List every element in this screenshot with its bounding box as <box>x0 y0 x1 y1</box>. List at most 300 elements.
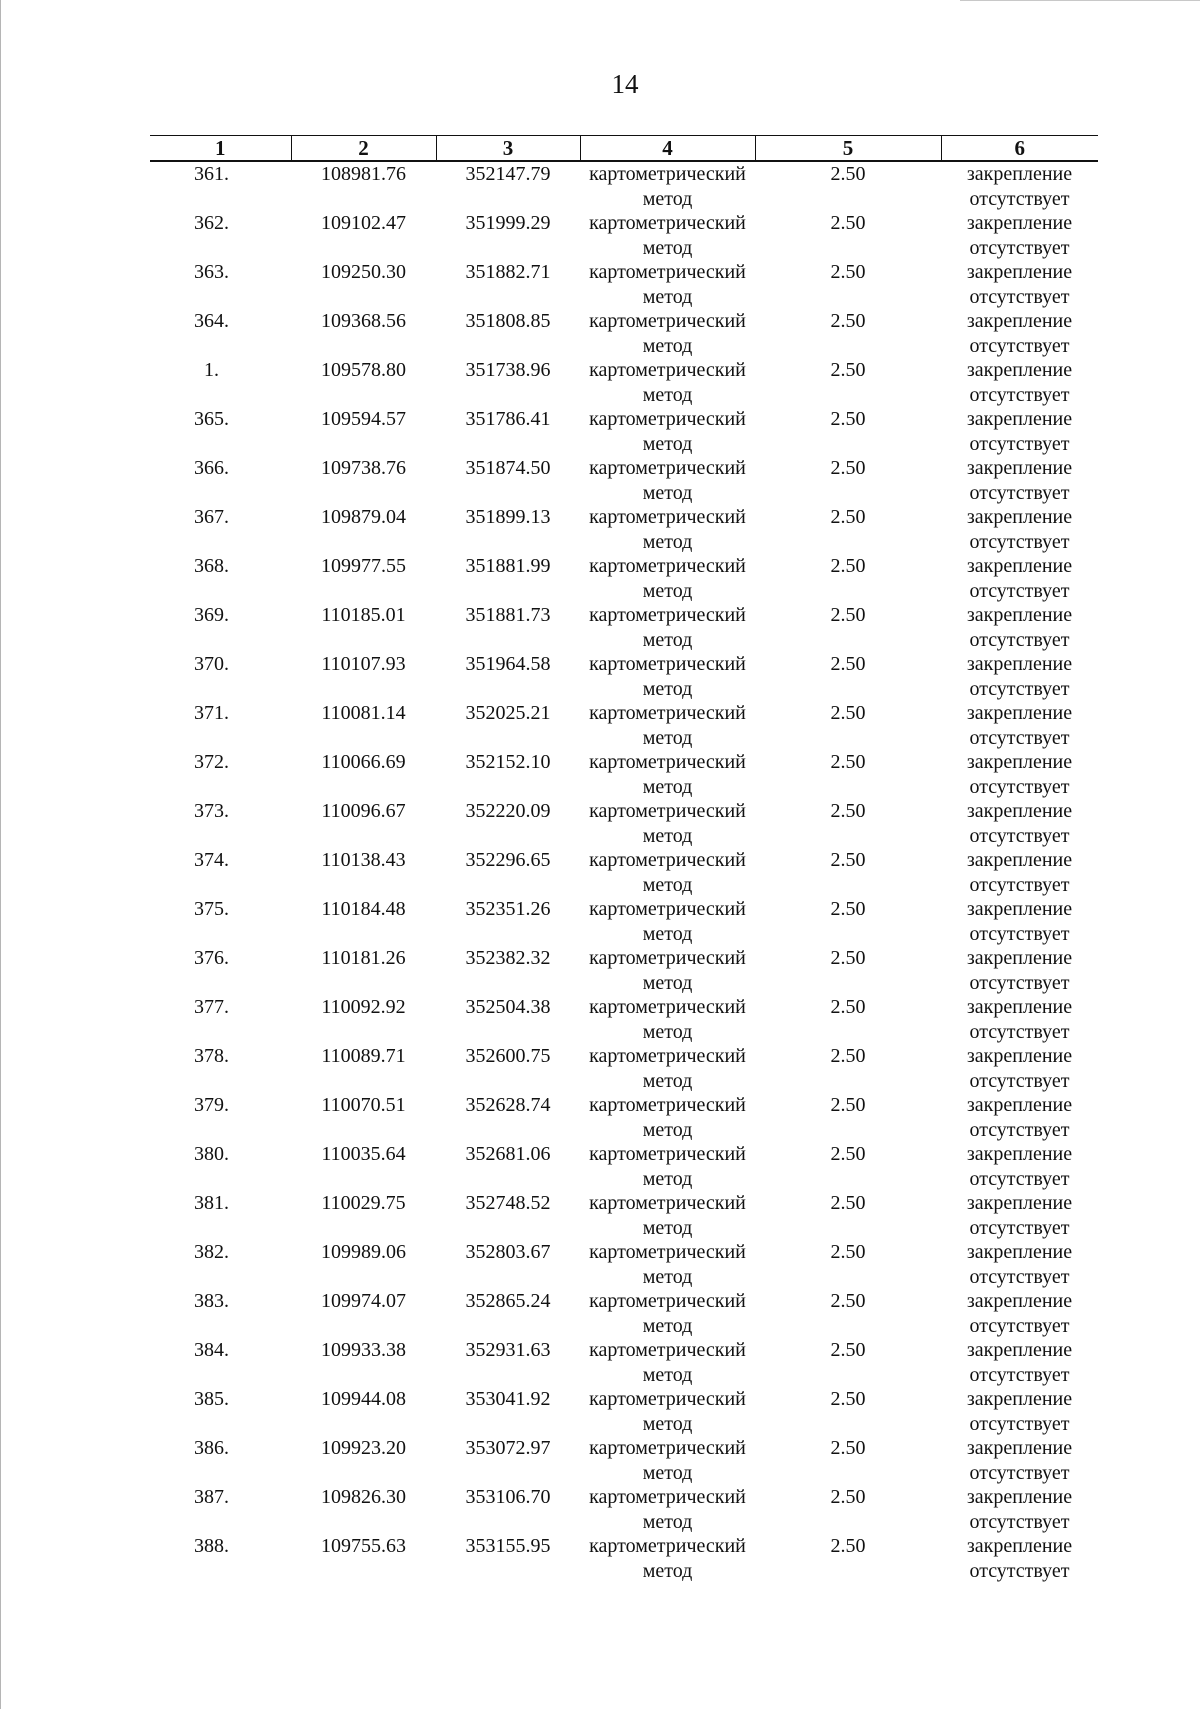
column-header-1: 1 <box>150 136 291 162</box>
coordinate-y: 351786.41 <box>465 408 551 430</box>
fixation-cell <box>941 456 1098 505</box>
coordinate-y: 353072.97 <box>465 1437 551 1459</box>
method-line-1: картометрический <box>589 947 746 969</box>
table-row <box>150 897 1098 946</box>
fixation-line-2: отсутствует <box>969 481 1070 504</box>
point-number: 363. <box>194 261 229 283</box>
method-line-1: картометрический <box>589 1241 746 1263</box>
method-line-1: картометрический <box>589 996 746 1018</box>
fixation-line-1: закрепление <box>966 1388 1073 1410</box>
coordinate-y: 352628.74 <box>465 1094 551 1116</box>
method-cell <box>580 1485 755 1534</box>
coordinate-x: 110092.92 <box>321 996 406 1018</box>
coordinate-y: 351899.13 <box>465 506 551 528</box>
method-line-1: картометрический <box>589 1535 746 1557</box>
fixation-cell <box>941 1289 1098 1338</box>
accuracy-value: 2.50 <box>830 1094 866 1116</box>
fixation-cell <box>941 1485 1098 1534</box>
column-header-3: 3 <box>436 136 580 162</box>
coordinate-y: 352025.21 <box>465 702 551 724</box>
point-number: 373. <box>194 800 229 822</box>
fixation-line-2: отсутствует <box>969 824 1070 847</box>
coordinate-x: 110089.71 <box>321 1045 406 1067</box>
fixation-line-1: закрепление <box>966 653 1073 675</box>
method-line-1: картометрический <box>589 212 746 234</box>
fixation-line-2: отсутствует <box>969 1510 1070 1533</box>
method-line-1: картометрический <box>589 163 746 185</box>
method-line-2: метод <box>642 1265 693 1288</box>
fixation-cell <box>941 1044 1098 1093</box>
method-line-1: картометрический <box>589 898 746 920</box>
coordinate-x: 110181.26 <box>321 947 406 969</box>
point-number: 368. <box>194 555 229 577</box>
accuracy-value: 2.50 <box>830 849 866 871</box>
fixation-line-1: закрепление <box>966 457 1073 479</box>
fixation-line-1: закрепление <box>966 555 1073 577</box>
fixation-line-1: закрепление <box>966 1535 1073 1557</box>
accuracy-value: 2.50 <box>830 947 866 969</box>
accuracy-value: 2.50 <box>830 1388 866 1410</box>
coordinate-x: 110107.93 <box>321 653 406 675</box>
fixation-line-2: отсутствует <box>969 383 1070 406</box>
fixation-cell <box>941 554 1098 603</box>
table-row <box>150 309 1098 358</box>
accuracy-value: 2.50 <box>830 1143 866 1165</box>
table-row <box>150 456 1098 505</box>
point-number: 1. <box>204 359 219 381</box>
accuracy-value: 2.50 <box>830 1290 866 1312</box>
coordinate-x: 109923.20 <box>321 1437 406 1459</box>
coordinate-y: 353155.95 <box>465 1535 551 1557</box>
coordinate-x: 110138.43 <box>321 849 406 871</box>
coordinate-y: 351999.29 <box>465 212 551 234</box>
table-row <box>150 848 1098 897</box>
point-number: 377. <box>194 996 229 1018</box>
accuracy-value: 2.50 <box>830 604 866 626</box>
method-cell <box>580 750 755 799</box>
fixation-line-1: закрепление <box>966 898 1073 920</box>
fixation-line-2: отсутствует <box>969 1118 1070 1141</box>
point-number: 383. <box>194 1290 229 1312</box>
method-cell <box>580 1191 755 1240</box>
fixation-line-1: закрепление <box>966 1094 1073 1116</box>
method-line-2: метод <box>642 726 693 749</box>
method-line-2: метод <box>642 873 693 896</box>
table-row <box>150 1044 1098 1093</box>
coordinate-y: 353106.70 <box>465 1486 551 1508</box>
fixation-line-1: закрепление <box>966 310 1073 332</box>
coordinate-x: 109989.06 <box>321 1241 406 1263</box>
coordinate-y: 351808.85 <box>465 310 551 332</box>
method-cell <box>580 505 755 554</box>
coordinate-y: 351881.99 <box>465 555 551 577</box>
coordinate-x: 110066.69 <box>321 751 406 773</box>
method-line-1: картометрический <box>589 653 746 675</box>
fixation-cell <box>941 946 1098 995</box>
fixation-cell <box>941 505 1098 554</box>
coordinate-y: 351964.58 <box>465 653 551 675</box>
method-line-1: картометрический <box>589 1388 746 1410</box>
method-line-2: метод <box>642 922 693 945</box>
table-row <box>150 1387 1098 1436</box>
fixation-line-1: закрепление <box>966 1437 1073 1459</box>
fixation-line-2: отсутствует <box>969 1265 1070 1288</box>
fixation-line-2: отсутствует <box>969 726 1070 749</box>
table-row <box>150 603 1098 652</box>
accuracy-value: 2.50 <box>830 996 866 1018</box>
point-number: 361. <box>194 163 229 185</box>
scan-edge-left <box>0 0 1 1709</box>
accuracy-value: 2.50 <box>830 1241 866 1263</box>
table-row <box>150 1289 1098 1338</box>
method-cell <box>580 309 755 358</box>
point-number: 376. <box>194 947 229 969</box>
table-header-row <box>150 136 1098 162</box>
table-row <box>150 1338 1098 1387</box>
accuracy-value: 2.50 <box>830 898 866 920</box>
method-line-2: метод <box>642 824 693 847</box>
method-line-2: метод <box>642 432 693 455</box>
fixation-cell <box>941 260 1098 309</box>
fixation-line-1: закрепление <box>966 163 1073 185</box>
coordinate-y: 352504.38 <box>465 996 551 1018</box>
fixation-line-2: отсутствует <box>969 922 1070 945</box>
point-number: 378. <box>194 1045 229 1067</box>
method-line-2: метод <box>642 334 693 357</box>
method-line-1: картометрический <box>589 1290 746 1312</box>
fixation-line-1: закрепление <box>966 1192 1073 1214</box>
fixation-cell <box>941 1534 1098 1583</box>
coordinate-y: 352803.67 <box>465 1241 551 1263</box>
coordinate-x: 110185.01 <box>321 604 406 626</box>
point-number: 367. <box>194 506 229 528</box>
method-line-1: картометрический <box>589 359 746 381</box>
fixation-line-2: отсутствует <box>969 1069 1070 1092</box>
table-row <box>150 701 1098 750</box>
fixation-cell <box>941 995 1098 1044</box>
fixation-line-2: отсутствует <box>969 1167 1070 1190</box>
table-row <box>150 1240 1098 1289</box>
coordinate-y: 352865.24 <box>465 1290 551 1312</box>
point-number: 387. <box>194 1486 229 1508</box>
page-number: 14 <box>611 69 639 99</box>
accuracy-value: 2.50 <box>830 751 866 773</box>
coordinate-x: 109755.63 <box>321 1535 406 1557</box>
table-row <box>150 799 1098 848</box>
coordinate-y: 352600.75 <box>465 1045 551 1067</box>
fixation-line-1: закрепление <box>966 261 1073 283</box>
method-line-2: метод <box>642 1118 693 1141</box>
method-cell <box>580 554 755 603</box>
coordinate-y: 352681.06 <box>465 1143 551 1165</box>
method-line-1: картометрический <box>589 849 746 871</box>
method-line-2: метод <box>642 1069 693 1092</box>
column-header-4: 4 <box>580 136 755 162</box>
method-cell <box>580 652 755 701</box>
coordinate-x: 110070.51 <box>321 1094 406 1116</box>
method-line-1: картометрический <box>589 1094 746 1116</box>
fixation-line-2: отсутствует <box>969 628 1070 651</box>
fixation-line-1: закрепление <box>966 702 1073 724</box>
table-row <box>150 211 1098 260</box>
fixation-cell <box>941 701 1098 750</box>
table-row <box>150 554 1098 603</box>
method-line-1: картометрический <box>589 1486 746 1508</box>
accuracy-value: 2.50 <box>830 653 866 675</box>
point-number: 385. <box>194 1388 229 1410</box>
fixation-cell <box>941 848 1098 897</box>
coordinate-x: 109368.56 <box>321 310 406 332</box>
accuracy-value: 2.50 <box>830 457 866 479</box>
coordinate-y: 352220.09 <box>465 800 551 822</box>
method-cell <box>580 897 755 946</box>
method-line-1: картометрический <box>589 457 746 479</box>
table-header <box>150 136 1098 162</box>
fixation-cell <box>941 799 1098 848</box>
coordinate-x: 109738.76 <box>321 457 406 479</box>
method-line-2: метод <box>642 677 693 700</box>
column-header-5: 5 <box>755 136 941 162</box>
method-line-2: метод <box>642 481 693 504</box>
point-number: 362. <box>194 212 229 234</box>
method-line-2: метод <box>642 775 693 798</box>
fixation-cell <box>941 1338 1098 1387</box>
coordinate-x: 109102.47 <box>321 212 406 234</box>
method-cell <box>580 848 755 897</box>
coordinate-y: 351738.96 <box>465 359 551 381</box>
coordinate-x: 110184.48 <box>321 898 406 920</box>
fixation-cell <box>941 309 1098 358</box>
scan-edge-top <box>960 0 1200 1</box>
fixation-line-2: отсутствует <box>969 1216 1070 1239</box>
table-row <box>150 946 1098 995</box>
accuracy-value: 2.50 <box>830 1486 866 1508</box>
method-line-2: метод <box>642 1216 693 1239</box>
coordinate-x: 109974.07 <box>321 1290 406 1312</box>
fixation-line-1: закрепление <box>966 506 1073 528</box>
fixation-line-2: отсутствует <box>969 1559 1070 1582</box>
method-cell <box>580 161 755 211</box>
coordinate-x: 110096.67 <box>321 800 406 822</box>
coordinate-y: 353041.92 <box>465 1388 551 1410</box>
method-line-2: метод <box>642 530 693 553</box>
fixation-line-2: отсутствует <box>969 1412 1070 1435</box>
method-cell <box>580 1436 755 1485</box>
accuracy-value: 2.50 <box>830 163 866 185</box>
method-line-1: картометрический <box>589 702 746 724</box>
method-line-2: метод <box>642 187 693 210</box>
fixation-line-2: отсутствует <box>969 1461 1070 1484</box>
coordinate-x: 108981.76 <box>321 163 406 185</box>
coordinate-x: 110081.14 <box>321 702 406 724</box>
fixation-cell <box>941 1387 1098 1436</box>
point-number: 386. <box>194 1437 229 1459</box>
fixation-line-1: закрепление <box>966 1290 1073 1312</box>
method-cell <box>580 946 755 995</box>
method-cell <box>580 1044 755 1093</box>
method-cell <box>580 1289 755 1338</box>
fixation-cell <box>941 1240 1098 1289</box>
column-header-2: 2 <box>291 136 436 162</box>
coordinate-y: 352748.52 <box>465 1192 551 1214</box>
point-number: 375. <box>194 898 229 920</box>
method-cell <box>580 1240 755 1289</box>
fixation-line-2: отсутствует <box>969 334 1070 357</box>
column-header-6: 6 <box>941 136 1098 162</box>
fixation-line-2: отсутствует <box>969 1363 1070 1386</box>
coordinate-y: 352147.79 <box>465 163 551 185</box>
point-number: 380. <box>194 1143 229 1165</box>
fixation-cell <box>941 1436 1098 1485</box>
accuracy-value: 2.50 <box>830 1437 866 1459</box>
accuracy-value: 2.50 <box>830 506 866 528</box>
point-number: 379. <box>194 1094 229 1116</box>
coordinate-x: 110029.75 <box>321 1192 406 1214</box>
accuracy-value: 2.50 <box>830 212 866 234</box>
fixation-cell <box>941 750 1098 799</box>
coordinate-y: 352382.32 <box>465 947 551 969</box>
table-row <box>150 995 1098 1044</box>
coordinate-x: 109879.04 <box>321 506 406 528</box>
method-line-2: метод <box>642 1363 693 1386</box>
method-cell <box>580 603 755 652</box>
fixation-cell <box>941 407 1098 456</box>
method-line-2: метод <box>642 628 693 651</box>
point-number: 364. <box>194 310 229 332</box>
method-cell <box>580 995 755 1044</box>
method-cell <box>580 260 755 309</box>
method-line-1: картометрический <box>589 261 746 283</box>
coordinate-y: 352296.65 <box>465 849 551 871</box>
method-line-2: метод <box>642 1510 693 1533</box>
fixation-line-2: отсутствует <box>969 775 1070 798</box>
fixation-line-1: закрепление <box>966 212 1073 234</box>
method-cell <box>580 358 755 407</box>
method-line-1: картометрический <box>589 408 746 430</box>
fixation-cell <box>941 652 1098 701</box>
method-cell <box>580 1338 755 1387</box>
fixation-line-1: закрепление <box>966 1241 1073 1263</box>
fixation-line-1: закрепление <box>966 604 1073 626</box>
fixation-line-2: отсутствует <box>969 187 1070 210</box>
point-number: 366. <box>194 457 229 479</box>
table-row <box>150 1534 1098 1583</box>
method-cell <box>580 1093 755 1142</box>
point-number: 372. <box>194 751 229 773</box>
coordinate-x: 109977.55 <box>321 555 406 577</box>
table-row <box>150 505 1098 554</box>
fixation-line-1: закрепление <box>966 359 1073 381</box>
method-line-1: картометрический <box>589 1045 746 1067</box>
point-number: 369. <box>194 604 229 626</box>
method-line-1: картометрический <box>589 800 746 822</box>
coordinate-x: 109578.80 <box>321 359 406 381</box>
fixation-line-2: отсутствует <box>969 579 1070 602</box>
fixation-line-1: закрепление <box>966 1045 1073 1067</box>
fixation-line-1: закрепление <box>966 996 1073 1018</box>
method-line-1: картометрический <box>589 1143 746 1165</box>
accuracy-value: 2.50 <box>830 261 866 283</box>
coordinate-x: 110035.64 <box>321 1143 406 1165</box>
fixation-line-2: отсутствует <box>969 873 1070 896</box>
method-cell <box>580 211 755 260</box>
fixation-line-1: закрепление <box>966 751 1073 773</box>
coordinate-x: 109594.57 <box>321 408 406 430</box>
coordinate-y: 352931.63 <box>465 1339 551 1361</box>
table-row <box>150 407 1098 456</box>
table-row <box>150 1436 1098 1485</box>
method-line-2: метод <box>642 1020 693 1043</box>
fixation-cell <box>941 211 1098 260</box>
fixation-line-1: закрепление <box>966 849 1073 871</box>
fixation-line-1: закрепление <box>966 1486 1073 1508</box>
method-line-1: картометрический <box>589 506 746 528</box>
coordinate-y: 351874.50 <box>465 457 551 479</box>
fixation-cell <box>941 1142 1098 1191</box>
fixation-line-1: закрепление <box>966 947 1073 969</box>
method-cell <box>580 456 755 505</box>
table-row <box>150 161 1098 211</box>
point-number: 371. <box>194 702 229 724</box>
method-cell <box>580 1387 755 1436</box>
accuracy-value: 2.50 <box>830 1192 866 1214</box>
fixation-line-1: закрепление <box>966 800 1073 822</box>
table-body <box>150 161 1098 1583</box>
accuracy-value: 2.50 <box>830 555 866 577</box>
table-row <box>150 750 1098 799</box>
coordinate-y: 351882.71 <box>465 261 551 283</box>
table-row <box>150 358 1098 407</box>
method-cell <box>580 1142 755 1191</box>
method-line-1: картометрический <box>589 555 746 577</box>
fixation-line-2: отсутствует <box>969 285 1070 308</box>
method-line-2: метод <box>642 285 693 308</box>
table-row <box>150 1142 1098 1191</box>
accuracy-value: 2.50 <box>830 1535 866 1557</box>
accuracy-value: 2.50 <box>830 408 866 430</box>
method-line-1: картометрический <box>589 751 746 773</box>
point-number: 382. <box>194 1241 229 1263</box>
coordinates-table <box>150 135 1098 1583</box>
fixation-line-2: отсутствует <box>969 1020 1070 1043</box>
method-line-2: метод <box>642 1314 693 1337</box>
table-row <box>150 1191 1098 1240</box>
method-line-1: картометрический <box>589 1437 746 1459</box>
coordinate-x: 109826.30 <box>321 1486 406 1508</box>
method-line-2: метод <box>642 1412 693 1435</box>
fixation-cell <box>941 161 1098 211</box>
method-line-2: метод <box>642 971 693 994</box>
method-cell <box>580 1534 755 1583</box>
fixation-line-2: отсутствует <box>969 236 1070 259</box>
fixation-line-1: закрепление <box>966 1339 1073 1361</box>
method-cell <box>580 407 755 456</box>
table-row <box>150 260 1098 309</box>
coordinate-y: 352152.10 <box>465 751 551 773</box>
fixation-cell <box>941 358 1098 407</box>
coordinate-y: 351881.73 <box>465 604 551 626</box>
coordinate-y: 352351.26 <box>465 898 551 920</box>
fixation-cell <box>941 897 1098 946</box>
accuracy-value: 2.50 <box>830 1339 866 1361</box>
method-line-1: картометрический <box>589 1192 746 1214</box>
coordinate-x: 109944.08 <box>321 1388 406 1410</box>
fixation-line-2: отсутствует <box>969 677 1070 700</box>
method-cell <box>580 799 755 848</box>
point-number: 384. <box>194 1339 229 1361</box>
method-line-2: метод <box>642 579 693 602</box>
method-line-2: метод <box>642 383 693 406</box>
